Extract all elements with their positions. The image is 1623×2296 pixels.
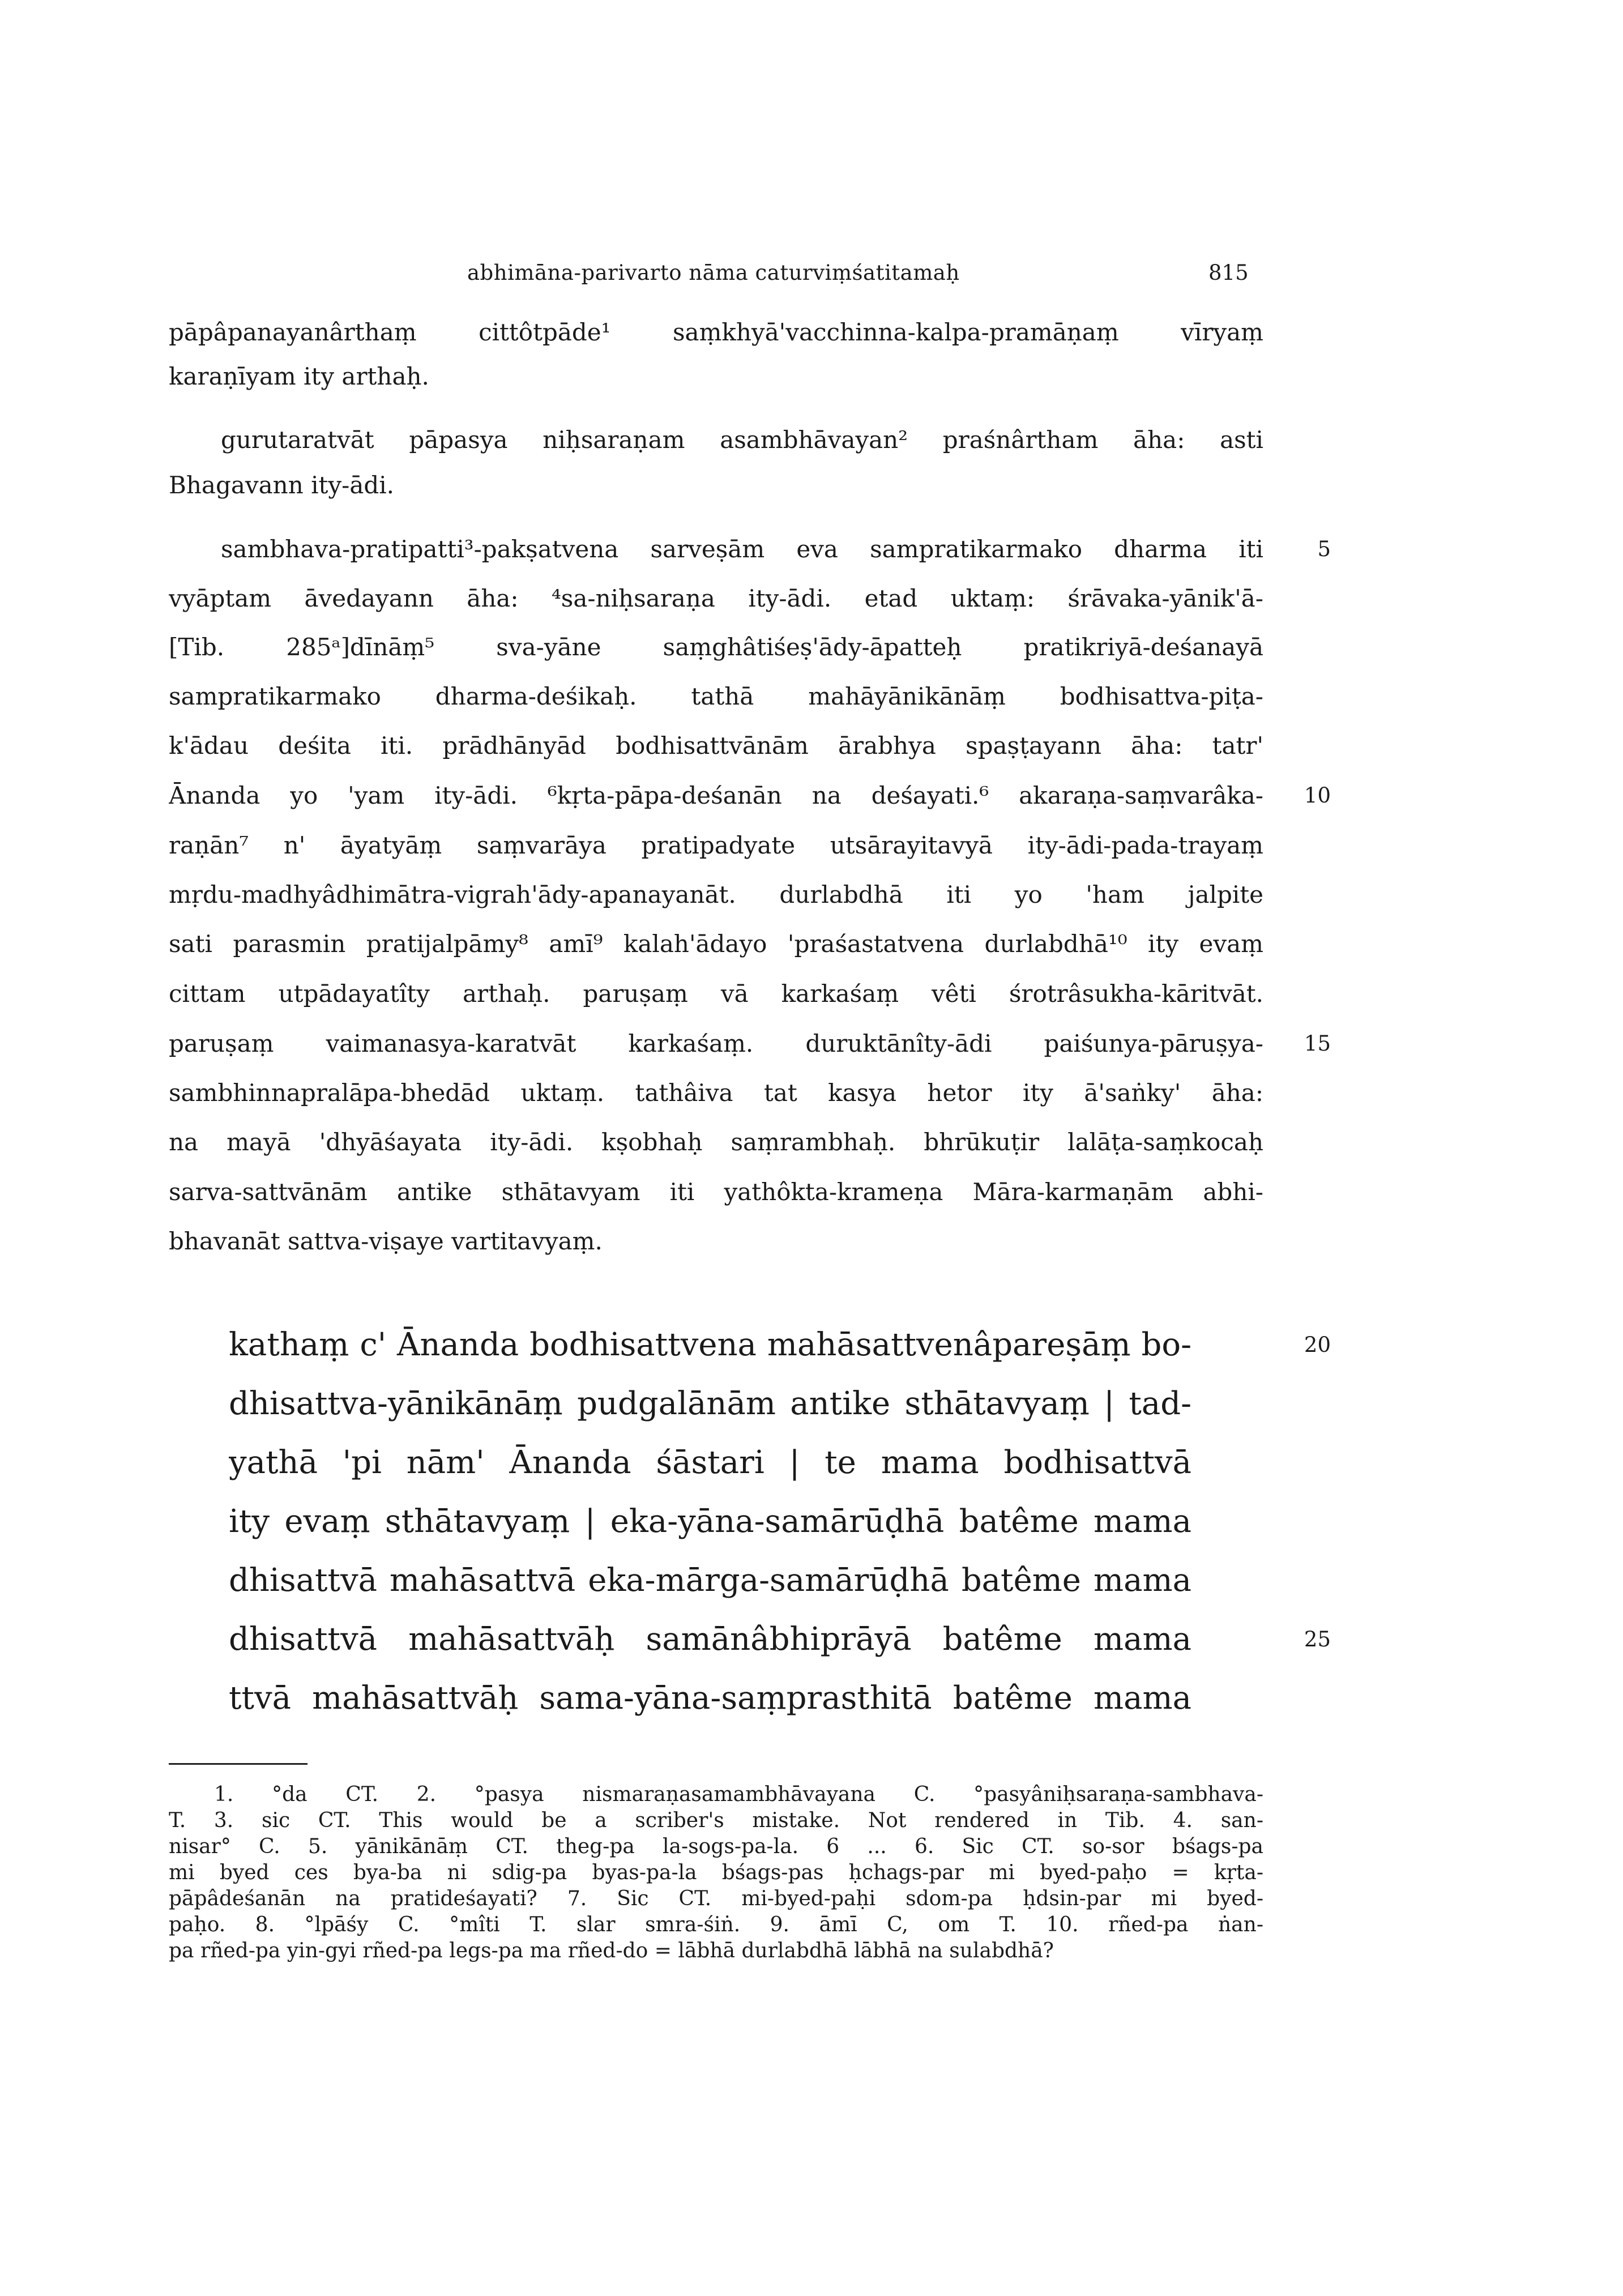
page-number: 815	[1208, 261, 1249, 285]
commentary-line: bhavanāt sattva-viṣaye vartitavyaṃ.	[169, 1227, 603, 1255]
line-number: 5	[1317, 537, 1331, 561]
root-text-line: dhisattva-yānikānāṃ pudgalānām antike sthātavyaṃ | tad-	[229, 1385, 1191, 1422]
root-text-line: ttvā mahāsattvāḥ sama-yāna-saṃprasthitā batême mama	[229, 1680, 1191, 1717]
footnote-line: 1. °da CT. 2. °pasya nismaraṇasamambhāvayana C. °pasyâniḥsaraṇa-sambhava-	[214, 1783, 1263, 1806]
line-number: 20	[1304, 1333, 1331, 1357]
commentary-line: raṇān⁷ n' āyatyāṃ saṃvarāya pratipadyate utsārayitavyā ity-ādi-pada-trayaṃ	[169, 831, 1263, 859]
footnote-line: pa rñed-pa yin-gyi rñed-pa legs-pa ma rñed-do = lābhā durlabdhā lābhā na sulabdhā?	[169, 1939, 1054, 1962]
commentary-line: sambhinnapralāpa-bhedād uktaṃ. tathâiva tat kasya hetor ity ā'saṅky' āha:	[169, 1079, 1263, 1107]
commentary-line: cittam utpādayatîty arthaḥ. paruṣaṃ vā karkaśaṃ vêti śrotrâsukha-kāritvāt.	[169, 980, 1263, 1008]
root-text-line: yathā 'pi nām' Ānanda śāstari | te mama bodhisattvā	[229, 1444, 1191, 1481]
root-text-line: kathaṃ c' Ānanda bodhisattvena mahāsattvenâpareṣāṃ bo-	[229, 1326, 1191, 1363]
header-title: abhimāna-parivarto nāma caturviṃśatitamaḥ	[467, 261, 960, 285]
commentary-line: vyāptam āvedayann āha: ⁴sa-niḥsaraṇa ity-ādi. etad uktaṃ: śrāvaka-yānik'ā-	[169, 584, 1263, 612]
root-text-line: ity evaṃ sthātavyaṃ | eka-yāna-samārūḍhā batême mama	[229, 1503, 1191, 1540]
line-number: 25	[1304, 1627, 1331, 1651]
commentary-line: karaṇīyam ity arthaḥ.	[169, 362, 429, 390]
commentary-line: na mayā 'dhyāśayata ity-ādi. kṣobhaḥ saṃrambhaḥ. bhrūkuṭir lalāṭa-saṃkocaḥ	[169, 1128, 1263, 1156]
commentary-line: sati parasmin pratijalpāmy⁸ amī⁹ kalah'ādayo 'praśastatvena durlabdhā¹⁰ ity evaṃ	[169, 930, 1263, 958]
root-text-line: dhisattvā mahāsattvā eka-mārga-samārūḍhā batême mama	[229, 1562, 1191, 1599]
commentary-line: paruṣaṃ vaimanasya-karatvāt karkaśaṃ. duruktānîty-ādi paiśunya-pāruṣya-	[169, 1030, 1263, 1057]
line-number: 15	[1304, 1031, 1331, 1056]
commentary-line: [Tib. 285ᵃ]dīnāṃ⁵ sva-yāne saṃghâtiśeṣ'ādy-āpatteḥ pratikriyā-deśanayā	[169, 633, 1263, 661]
commentary-line: Ānanda yo 'yam ity-ādi. ⁶kṛta-pāpa-deśanān na deśayati.⁶ akaraṇa-saṃvarâka-	[169, 782, 1263, 809]
footnote-line: nisar° C. 5. yānikānāṃ CT. theg-pa la-sogs-pa-la. 6 ... 6. Sic CT. so-sor bśags-pa	[169, 1835, 1263, 1858]
footnote-line: paḥo. 8. °lpāśy C. °mîti T. slar smra-śiṅ. 9. āmī C, om T. 10. rñed-pa ṅan-	[169, 1913, 1263, 1936]
root-text-line: dhisattvā mahāsattvāḥ samānâbhiprāyā batême mama	[229, 1621, 1191, 1658]
commentary-line: Bhagavann ity-ādi.	[169, 471, 395, 499]
commentary-line: sarva-sattvānām antike sthātavyam iti yathôkta-krameṇa Māra-karmaṇām abhi-	[169, 1178, 1263, 1206]
commentary-line: gurutaratvāt pāpasya niḥsaraṇam asambhāvayan² praśnârtham āha: asti	[221, 426, 1263, 454]
commentary-line: mṛdu-madhyâdhimātra-vigrah'ādy-apanayanāt. durlabdhā iti yo 'ham jalpite	[169, 881, 1263, 908]
footnote-line: T. 3. sic CT. This would be a scriber's mistake. Not rendered in Tib. 4. san-	[169, 1809, 1263, 1832]
footnote-line: pāpâdeśanān na pratideśayati? 7. Sic CT. mi-byed-paḥi sdom-pa ḥdsin-par mi byed-	[169, 1887, 1263, 1910]
running-header	[0, 261, 1623, 295]
commentary-line: k'ādau deśita iti. prādhānyād bodhisattvānām ārabhya spaṣṭayann āha: tatr'	[169, 732, 1263, 759]
commentary-line: sampratikarmako dharma-deśikaḥ. tathā mahāyānikānāṃ bodhisattva-piṭa-	[169, 682, 1263, 710]
commentary-line: pāpâpanayanârthaṃ cittôtpāde¹ saṃkhyā'vacchinna-kalpa-pramāṇaṃ vīryaṃ	[169, 318, 1263, 346]
footnote-rule	[169, 1763, 307, 1765]
footnote-line: mi byed ces bya-ba ni sdig-pa byas-pa-la bśags-pas ḥchags-par mi byed-paḥo = kṛta-	[169, 1861, 1263, 1884]
commentary-line: sambhava-pratipatti³-pakṣatvena sarveṣām eva sampratikarmako dharma iti	[221, 535, 1263, 563]
line-number: 10	[1304, 783, 1331, 808]
